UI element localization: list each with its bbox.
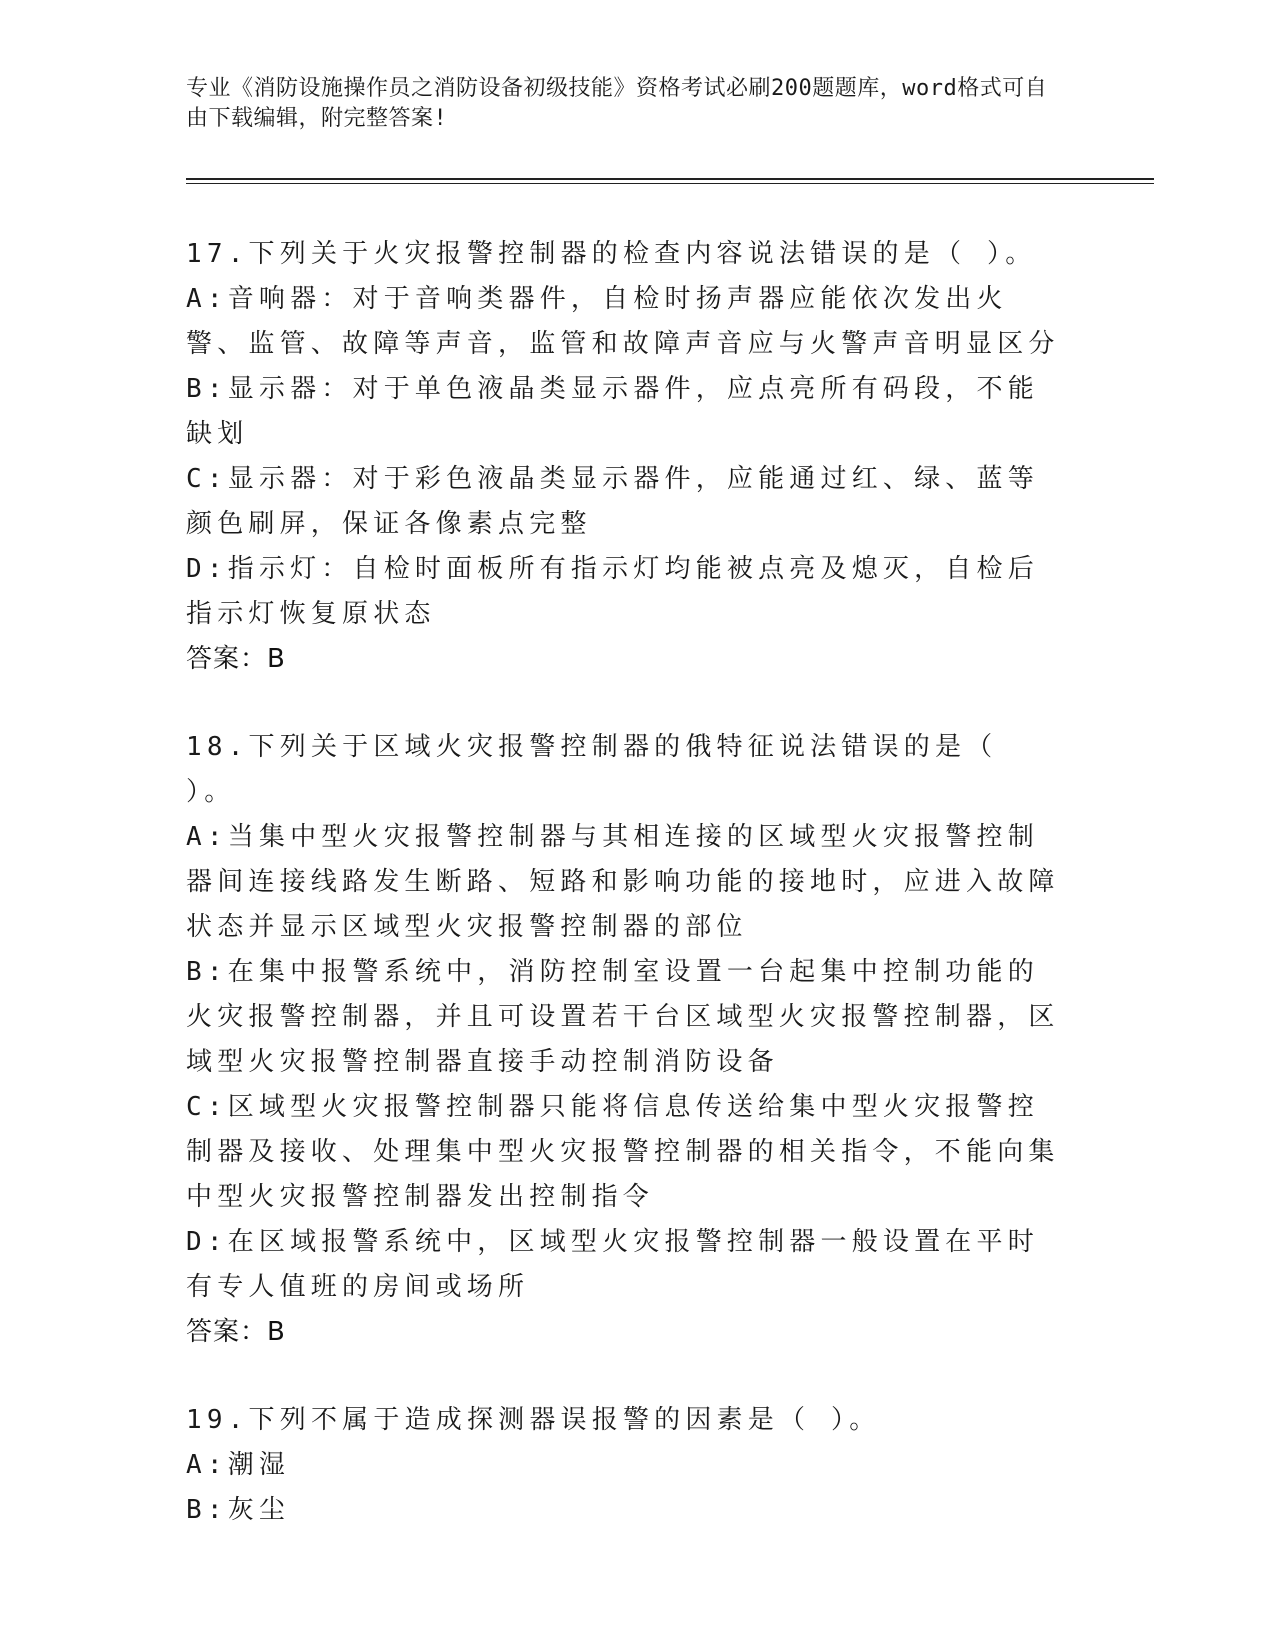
question-18 (186, 725, 1066, 1355)
option-a: A:当集中型火灾报警控制器与其相连接的区域型火灾报警控制器间连接线路发生断路、短路和影响功能的接地时，应进入故障状态并显示区域型火灾报警控制器的部位 (186, 822, 1060, 942)
option-a: A:潮湿 (186, 1450, 291, 1480)
question-list (186, 232, 1066, 1576)
option-c: C:区域型火灾报警控制器只能将信息传送给集中型火灾报警控制器及接收、处理集中型火灾报警控制器的相关指令，不能向集中型火灾报警控制器发出控制指令 (186, 1092, 1060, 1212)
question-stem: 18.下列关于区域火灾报警控制器的俄特征说法错误的是（ ）。 (186, 732, 998, 807)
question-19 (186, 1398, 1066, 1533)
question-17 (186, 232, 1066, 682)
header-divider (186, 178, 1154, 180)
option-b: B:灰尘 (186, 1495, 291, 1525)
option-d: D:在区域报警系统中，区域型火灾报警控制器一般设置在平时有专人值班的房间或场所 (186, 1227, 1039, 1302)
question-stem: 17.下列关于火灾报警控制器的检查内容说法错误的是（ ）。 (186, 239, 1037, 269)
answer-label: 答案：B (186, 1317, 286, 1347)
option-d: D:指示灯：自检时面板所有指示灯均能被点亮及熄灭，自检后指示灯恢复原状态 (186, 554, 1039, 629)
document-header: 专业《消防设施操作员之消防设备初级技能》资格考试必刷200题题库，word格式可自由下载编辑，附完整答案! (186, 76, 1048, 131)
option-c: C:显示器：对于彩色液晶类显示器件，应能通过红、绿、蓝等颜色刷屏，保证各像素点完整 (186, 464, 1039, 539)
option-b: B:在集中报警系统中，消防控制室设置一台起集中控制功能的火灾报警控制器，并且可设置若干台区域型火灾报警控制器，区域型火灾报警控制器直接手动控制消防设备 (186, 957, 1060, 1077)
header-divider-thin (186, 183, 1154, 184)
option-a: A:音响器：对于音响类器件，自检时扬声器应能依次发出火警、监管、故障等声音，监管和故障声音应与火警声音明显区分 (186, 284, 1060, 359)
question-stem: 19.下列不属于造成探测器误报警的因素是（ ）。 (186, 1405, 881, 1435)
answer-label: 答案：B (186, 644, 286, 674)
option-b: B:显示器：对于单色液晶类显示器件，应点亮所有码段，不能缺划 (186, 374, 1039, 449)
